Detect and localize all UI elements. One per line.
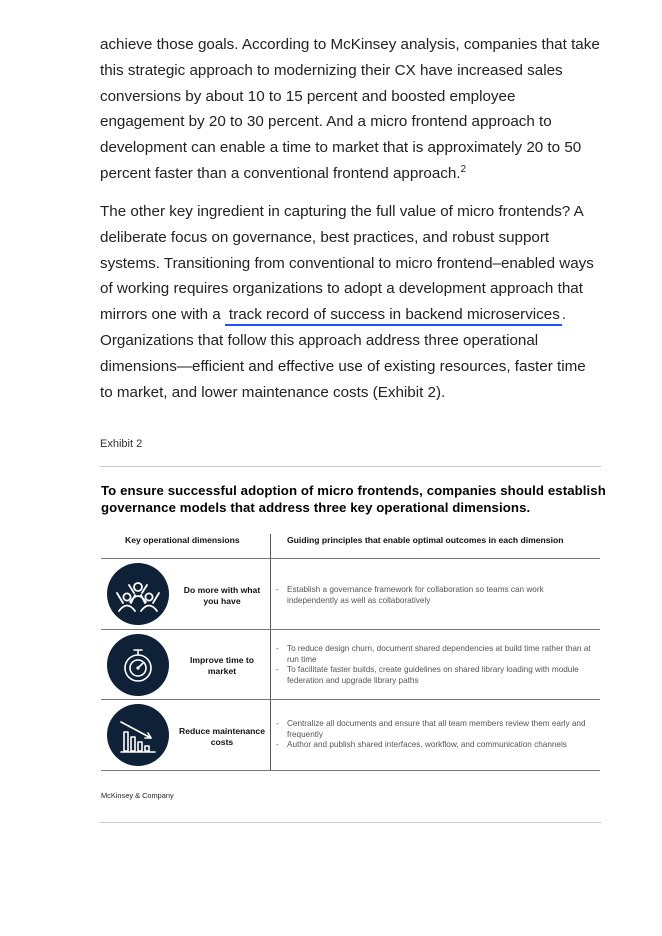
exhibit-label: Exhibit 2 bbox=[100, 438, 143, 450]
exhibit-table bbox=[101, 530, 600, 772]
paragraph-2-text-start: The other key ingredient in capturing the full value of micro frontends? A deliberate focus on governance, best practices, and robust support systems. Transitioning from conventional to micro frontend–enabled ways of working requires organizations to adopt a development approach that mirrors one with a bbox=[100, 203, 594, 324]
stopwatch-icon bbox=[107, 634, 169, 696]
principle-item: - Author and publish shared interfaces, workflow, and communication channels bbox=[276, 740, 596, 751]
paragraph-2 bbox=[100, 199, 602, 405]
people-cheering-icon bbox=[107, 563, 169, 625]
exhibit-title: To ensure successful adoption of micro frontends, companies should establish governance models that address three key operational dimensions. bbox=[101, 483, 606, 515]
principles-list bbox=[276, 719, 596, 751]
footnote-ref[interactable]: 2 bbox=[460, 163, 467, 175]
table-row bbox=[101, 629, 600, 699]
row-divider bbox=[101, 770, 600, 771]
principle-item: - Establish a governance framework for collaboration so teams can work independently as well as collaboratively bbox=[276, 585, 596, 606]
exhibit-source: McKinsey & Company bbox=[101, 791, 174, 800]
paragraph-1 bbox=[100, 32, 602, 187]
exhibit-bottom-divider bbox=[100, 822, 601, 823]
column-header-dimensions: Key operational dimensions bbox=[125, 535, 240, 545]
paragraph-1-text: achieve those goals. According to McKinsey analysis, companies that take this strategic approach to modernizing their CX have increased sales conversions by about 10 to 15 percent and boosted employee engagement by 20 to 30 percent. And a micro frontend approach to development can enable a time to market that is approximately 20 to 50 percent faster than a conventional frontend approach. bbox=[100, 36, 600, 182]
principle-item: - To facilitate faster builds, create guidelines on shared library loading with module federation and upgrade library paths bbox=[276, 665, 596, 686]
paragraph-2-text-end: . Organizations that follow this approach address three operational dimensions—efficient and effective use of existing resources, faster time to market, and lower maintenance costs (Exhibit 2). bbox=[100, 306, 586, 401]
principle-item: - To reduce design churn, document shared dependencies at build time rather than at run time bbox=[276, 644, 596, 665]
microservices-link[interactable]: track record of success in backend microservices bbox=[225, 306, 562, 326]
table-row bbox=[101, 558, 600, 629]
principle-item: - Centralize all documents and ensure that all team members review them early and frequently bbox=[276, 719, 596, 740]
principles-list bbox=[276, 585, 596, 606]
dimension-label: Reduce maintenance costs bbox=[179, 726, 265, 747]
declining-bar-chart-icon bbox=[107, 704, 169, 766]
column-header-principles: Guiding principles that enable optimal outcomes in each dimension bbox=[287, 535, 564, 545]
table-row bbox=[101, 699, 600, 770]
exhibit-top-divider bbox=[100, 466, 601, 467]
dimension-label: Do more with what you have bbox=[183, 585, 261, 606]
principles-list bbox=[276, 644, 596, 686]
dimension-label: Improve time to market bbox=[190, 655, 254, 676]
